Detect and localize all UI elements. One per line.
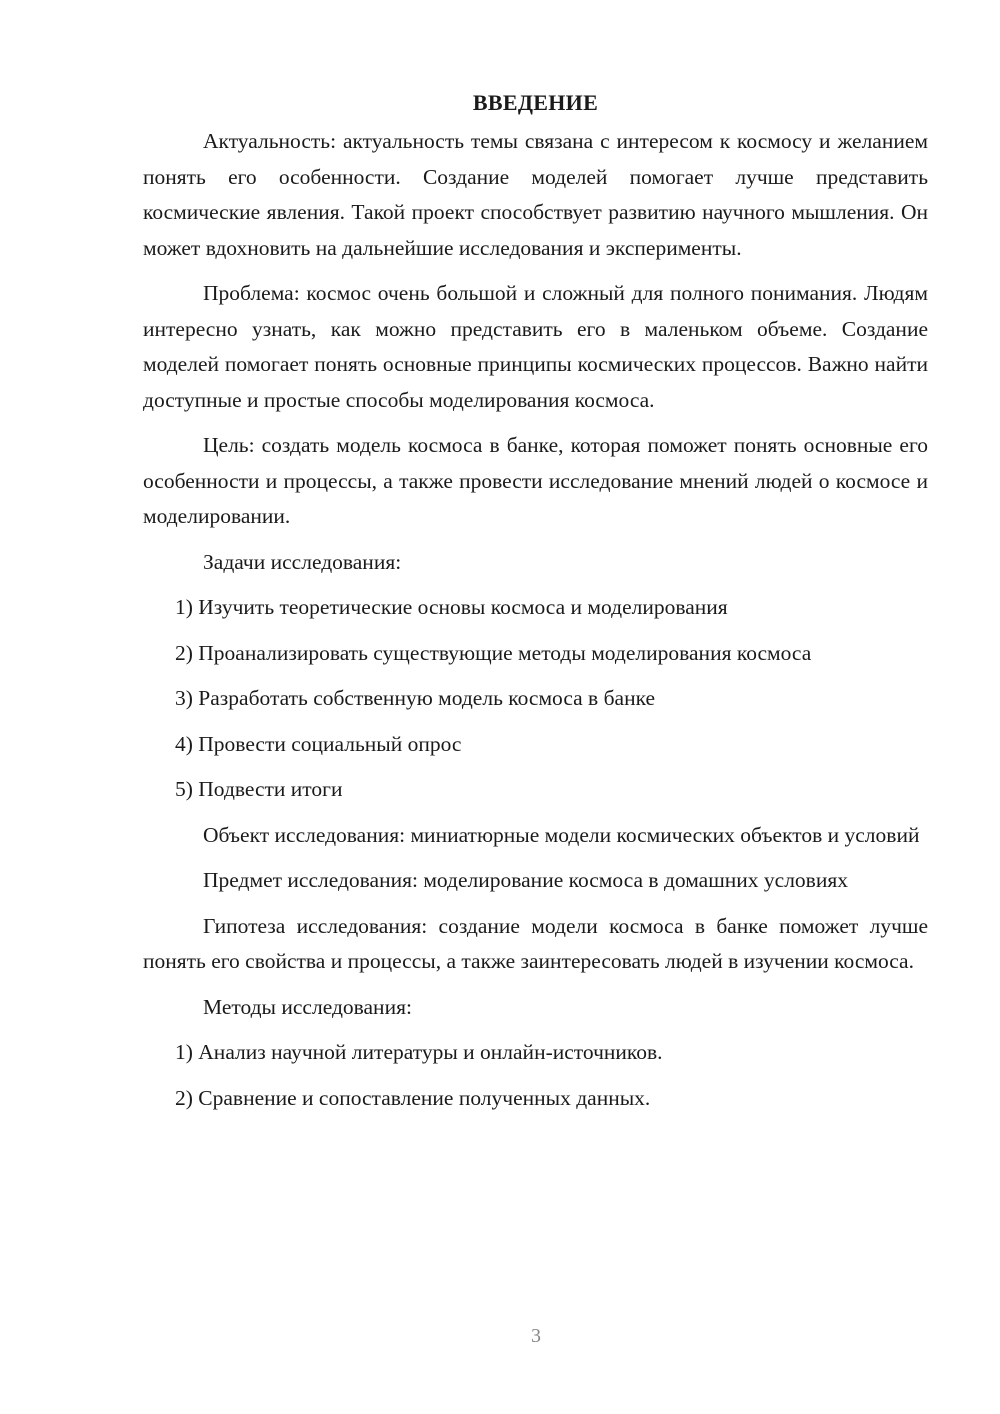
task-item: 1) Изучить теоретические основы космоса и моделирования (175, 595, 728, 619)
hypothesis-paragraph: Гипотеза исследования: создание модели космоса в банке поможет лучше понять его свойства и процессы, а также заинтересовать людей в изучении космоса. (143, 913, 928, 973)
methods-heading: Методы исследования: (203, 994, 412, 1019)
page-number: 3 (531, 1325, 541, 1347)
goal-paragraph: Цель: создать модель космоса в банке, которая поможет понять основные его особенности и процессы, а также провести исследование мнений людей о космосе и моделировании. (143, 433, 928, 528)
task-item: 2) Проанализировать существующие методы моделирования космоса (175, 640, 812, 665)
subject-paragraph: Предмет исследования: моделирование космоса в домашних условиях (203, 868, 848, 892)
object-paragraph: Объект исследования: миниатюрные модели космических объектов и условий (203, 822, 920, 847)
relevance-paragraph: Актуальность: актуальность темы связана с интересом к космосу и желанием понять его особенности. Создание моделей помогает лучше представить космические явления. Такой проект способствует развитию научного мышления. Он может вдохновить на дальнейшие исследования и эксперименты. (143, 129, 928, 260)
methods-list (143, 1035, 928, 1116)
tasks-list (143, 590, 928, 808)
task-item: 4) Провести социальный опрос (175, 731, 462, 756)
page-title: ВВЕДЕНИЕ (472, 90, 599, 115)
problem-paragraph: Проблема: космос очень большой и сложный для полного понимания. Людям интересно узнать, как можно представить его в маленьком объеме. Создание моделей помогает понять основные принципы космических процессов. Важно найти доступные и простые способы моделирования космоса. (143, 281, 928, 412)
document-page (143, 88, 928, 1126)
task-item: 5) Подвести итоги (175, 777, 343, 801)
task-item: 3) Разработать собственную модель космоса в банке (175, 686, 656, 710)
method-item: 2) Сравнение и сопоставление полученных данных. (175, 1085, 651, 1110)
tasks-heading: Задачи исследования: (203, 549, 402, 574)
method-item: 1) Анализ научной литературы и онлайн-источников. (175, 1040, 663, 1064)
